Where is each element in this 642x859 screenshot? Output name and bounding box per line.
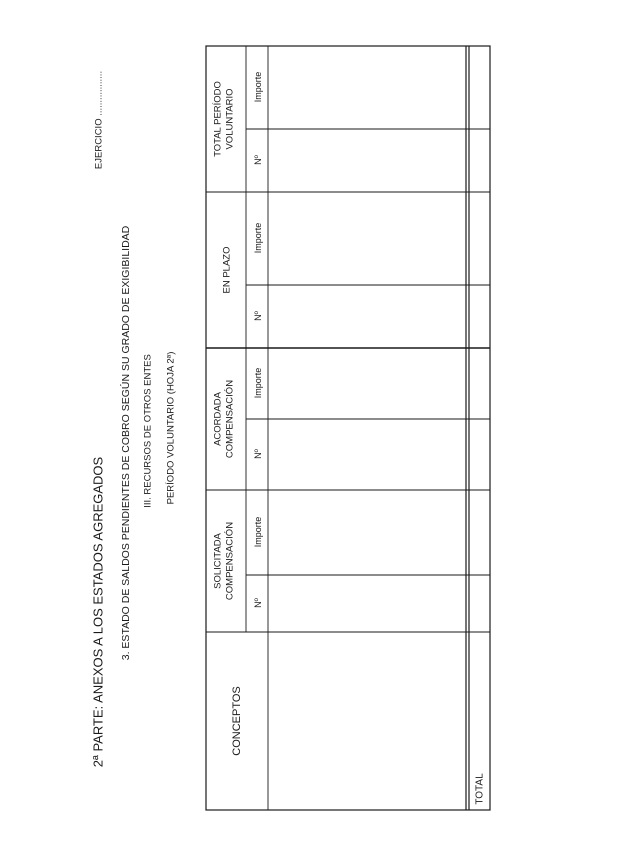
group-acordada-title-1: ACORDADA [212,392,224,446]
sub-header-n: Nº [253,155,263,165]
group-total-title-2: VOLUNTARIO [224,88,236,150]
sub-header-importe: Importe [253,222,263,254]
total-label: TOTAL [474,773,486,805]
group-solicitada-title-1: SOLICITADA [212,533,224,589]
sub-header-n: Nº [253,449,263,459]
group-plazo-title: EN PLAZO [221,246,233,294]
exercise-field: EJERCICIO ................. [93,70,105,170]
group-solicitada-title-2: COMPENSACIÓN [224,521,236,601]
sub-header-n: Nº [253,311,263,321]
group-acordada-title-2: COMPENSACIÓN [224,379,236,459]
sub-header-importe: Importe [253,516,263,548]
section-title: III. RECURSOS DE OTROS ENTES [142,354,154,508]
table-border [206,46,490,810]
sub-header-n: Nº [253,598,263,608]
state-title: 3. ESTADO DE SALDOS PENDIENTES DE COBRO SEGÚN SU GRADO DE EXIGIBILIDAD [120,225,132,661]
period-title: PERÍODO VOLUNTARIO (HOJA 2ª) [165,351,177,505]
group-total-title-1: TOTAL PERÍODO [212,81,224,157]
sub-header-importe: Importe [253,367,263,399]
sub-header-importe: Importe [253,71,263,103]
concepts-header: CONCEPTOS [231,686,243,756]
part-title: 2ª PARTE: ANEXOS A LOS ESTADOS AGREGADOS [90,456,106,768]
